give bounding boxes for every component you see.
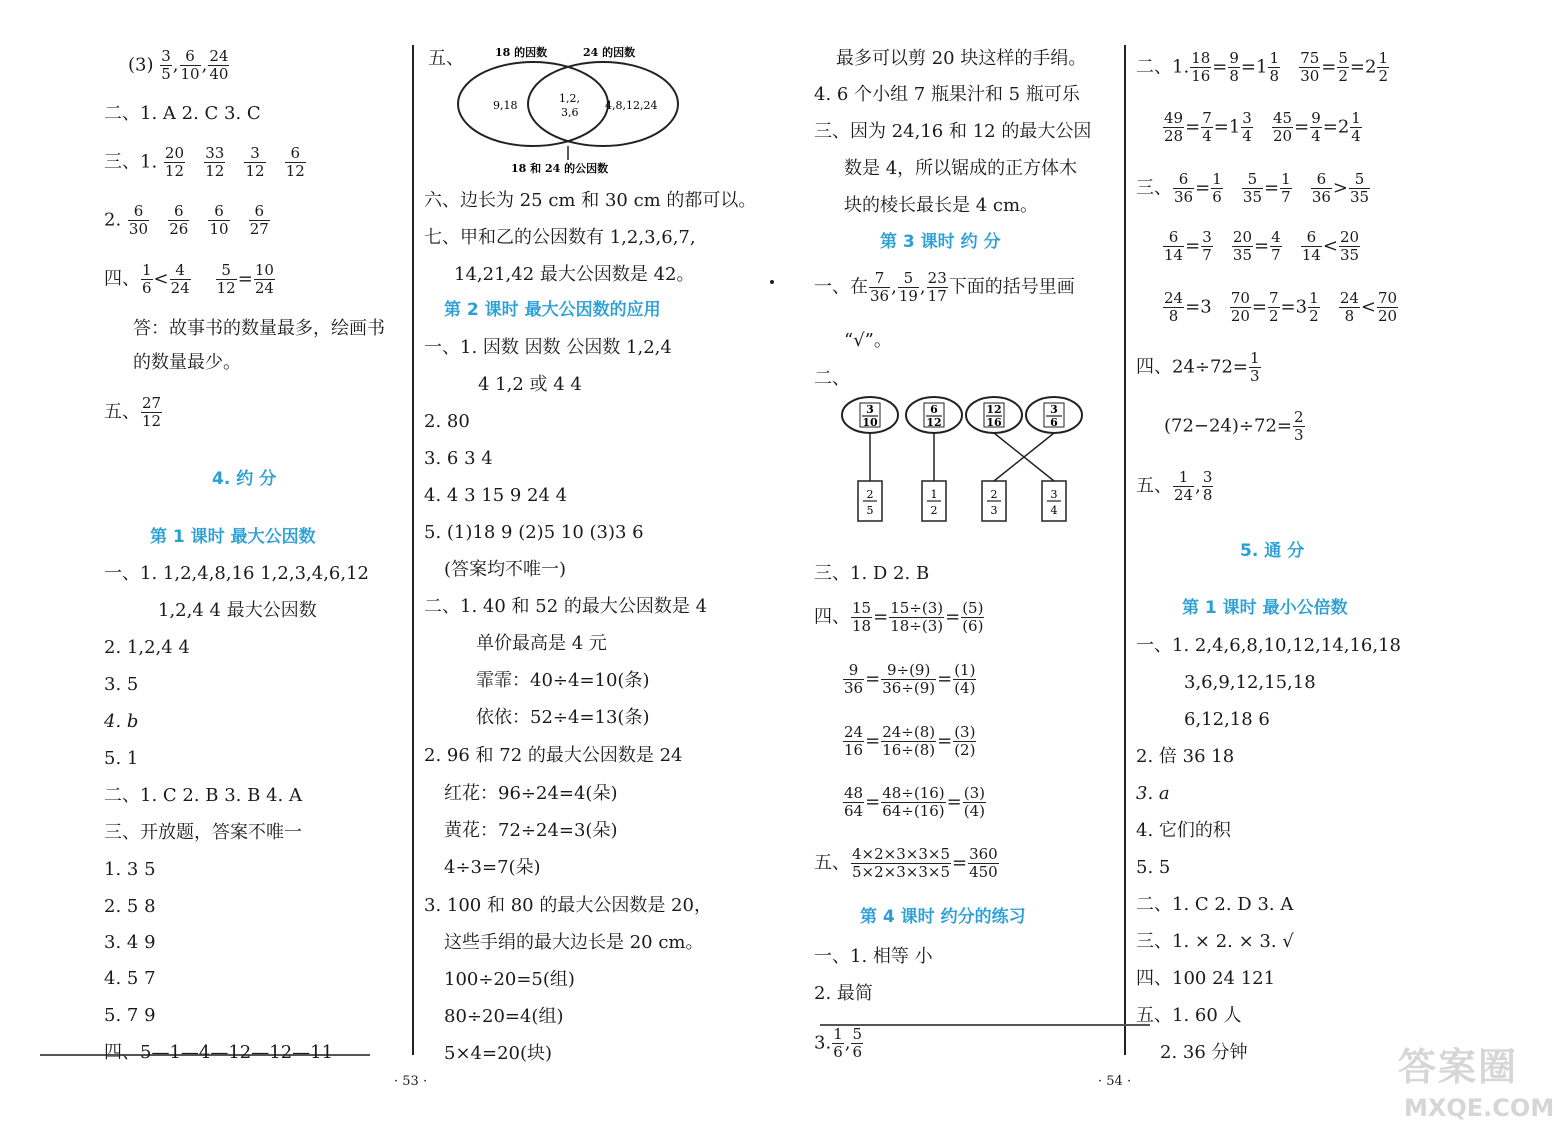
apple-4-num: 3 [1050,403,1058,416]
c2-line16: 2. 96 和 72 的最大公因数是 24 [424,745,683,766]
c1-line16: 三、开放题，答案不唯一 [104,822,302,843]
page-number-left: · 53 · [394,1074,428,1089]
c2-line22: 100÷20=5(组) [444,969,575,990]
c1-line9: 一、1. 1,2,4,8,16 1,2,3,4,6,12 [104,563,369,584]
watermark-url: MXQE.COM [1404,1094,1554,1122]
c1-line6: 答：故事书的数量最多，绘画书 [133,318,385,339]
apple-2-den: 12 [926,416,942,429]
c2-line13: 单价最高是 4 元 [476,633,607,654]
c4-row8: 五、 $\frac{1}{24}$ , $\frac{3}{8}$ [1136,468,1213,504]
c2-line1: 五、 [428,48,464,69]
c2-line11: (答案均不唯一) [444,559,567,580]
apple-1-den: 10 [862,416,878,429]
c4-line20: 2. 36 分钟 [1160,1042,1248,1063]
c3-line1: 最多可以剪 20 块这样的手绢。 [836,48,1087,69]
c3-eq1: 四、 $\frac{15}{18}$ = $\frac{15\div(3)}{18\div(3)}$ = $\frac{(5)}{(6)}$ [814,599,984,635]
venn-diagram [455,42,695,182]
c2-line4: 14,21,42 最大公因数是 42。 [454,264,695,285]
c2-line9: 4. 4 3 15 9 24 4 [424,485,568,506]
box-1 [858,481,882,521]
watermark-logo: 答案圈 [1398,1045,1519,1089]
page-number-right: · 54 · [1098,1074,1132,1089]
c3-line4: 数是 4，所以锯成的正方体木 [844,158,1078,179]
c2-line5: 一、1. 因数 因数 公因数 1,2,4 [424,337,672,358]
c3-eq2: $\frac{9}{36}$ = $\frac{9\div(9)}{36\div(9)}$ = $\frac{(1)}{(4)}$ [844,661,976,697]
c1-line19: 3. 4 9 [104,932,156,953]
apple-3-num: 12 [986,403,1002,416]
c1-line22: 四、5—1—4—12—12—11 [104,1042,334,1063]
c3-eq3: $\frac{24}{16}$ = $\frac{24\div(8)}{16\div(8)}$ = $\frac{(3)}{(2)}$ [844,723,976,759]
venn-left-label: 18 的因数 [495,46,548,59]
apple-2 [906,397,962,481]
c2-line18: 黄花：72÷24=3(朵) [444,820,618,841]
column-divider-right [1124,45,1126,1055]
box-2 [922,481,946,521]
c4-line13: 3. a [1136,783,1170,804]
apple-3-den: 16 [986,416,1002,429]
c4-row5: $\frac{24}{8}$ =3 $\frac{70}{20}$ = $\frac{7}{2}$ =3 $\frac{1}{2}$ $\frac{24}{8}$ < $\frac{70}{20}$ [1164,289,1398,325]
c2-line3: 七、甲和乙的公因数有 1,2,3,6,7, [424,227,696,248]
box-3 [982,481,1006,521]
lesson-title-reduce-practice: 第 4 课时 约分的练习 [860,907,1026,927]
c4-line9: 一、1. 2,4,6,8,10,12,14,16,18 [1136,635,1401,656]
apple-4-den: 6 [1050,416,1058,429]
c4-line15: 5. 5 [1136,857,1171,878]
c3-line3: 三、因为 24,16 和 12 的最大公因 [814,121,1092,142]
c2-line6: 4 1,2 或 4 4 [478,374,582,395]
c2-line10: 5. (1)18 9 (2)5 10 (3)3 6 [424,522,644,543]
c4-line11: 6,12,18 6 [1184,709,1270,730]
c1-line1: (3) $\frac{3}{5}$ , $\frac{6}{10}$ , $\frac{24}{40}$ [128,47,229,83]
c3-eq5: 五、 $\frac{4\times 2\times 3\times 3\times 5}{5\times 2\times 3\times 3\times 5}$ = $\frac{360}{450}$ [814,845,998,881]
venn-right-label: 24 的因数 [583,46,636,59]
c2-line7: 2. 80 [424,411,470,432]
c4-line10: 3,6,9,12,15,18 [1184,672,1316,693]
section-title-common-denominator: 5. 通 分 [1240,541,1305,561]
c1-line11: 2. 1,2,4 4 [104,637,190,658]
box-1-num: 2 [866,488,874,501]
venn-bottom-label: 18 和 24 的公因数 [511,162,609,175]
c4-row3: 三、 $\frac{6}{36}$ = $\frac{1}{6}$ $\frac{5}{35}$ = $\frac{1}{7}$ $\frac{6}{36}$ > $\frac{5}{35}$ [1136,170,1370,206]
c1-line8: 五、 $\frac{27}{12}$ [104,394,162,430]
c3-line6: 一、在 $\frac{7}{36}$ , $\frac{5}{19}$ , $\frac{23}{17}$ 下面的括号里画 [814,269,1075,305]
c1-line3: 三、1. $\frac{20}{12}$ $\frac{33}{12}$ $\frac{3}{12}$ $\frac{6}{12}$ [104,144,305,180]
c2-line14: 霏霏：40÷4=10(条) [476,670,650,691]
c1-line20: 4. 5 7 [104,968,156,989]
c4-line16: 二、1. C 2. D 3. A [1136,894,1294,915]
c2-line19: 4÷3=7(朵) [444,857,541,878]
c2-line2: 六、边长为 25 cm 和 30 cm 的都可以。 [424,190,757,211]
box-3-num: 2 [990,488,998,501]
c4-row1: 二、1. $\frac{18}{16}$ = $\frac{9}{8}$ =1 $\frac{1}{8}$ $\frac{75}{30}$ = $\frac{5}{2}$ =2 $\frac{1}{2}$ [1136,49,1389,85]
c2-line17: 红花：96÷24=4(朵) [444,783,618,804]
box-3-den: 3 [990,504,998,517]
c1-line12: 3. 5 [104,674,139,695]
c4-row2: $\frac{49}{28}$ = $\frac{7}{4}$ =1 $\frac{3}{4}$ $\frac{45}{20}$ = $\frac{9}{4}$ =2 $\frac{1}{4}$ [1164,109,1361,145]
c3-line14: 3. $\frac{1}{6}$ , $\frac{5}{6}$ [814,1025,863,1061]
c2-line24: 5×4=20(块) [444,1043,553,1064]
c3-line12: 一、1. 相等 小 [814,946,933,967]
center-fold [770,280,774,284]
box-4-den: 4 [1050,504,1058,517]
box-2-num: 1 [930,488,938,501]
venn-mid-set-1: 1,2, [559,92,580,105]
c1-line17: 1. 3 5 [104,859,156,880]
c1-line5: 四、 $\frac{1}{6}$ < $\frac{4}{24}$ $\frac{5}{12}$ = $\frac{10}{24}$ [104,261,274,297]
c2-line20: 3. 100 和 80 的最大公因数是 20， [424,895,712,916]
venn-right-set: 4,8,12,24 [605,99,658,112]
c2-line8: 3. 6 3 4 [424,448,493,469]
c4-line12: 2. 倍 36 18 [1136,746,1235,767]
section-title-reduce: 4. 约 分 [212,469,277,489]
c1-line4: 2. $\frac{6}{30}$ $\frac{6}{26}$ $\frac{6}{10}$ $\frac{6}{27}$ [104,202,269,238]
lesson-title-lcm: 第 1 课时 最小公倍数 [1182,598,1348,618]
c1-line14: 5. 1 [104,748,139,769]
box-4-num: 3 [1050,488,1058,501]
column-divider-left [412,45,414,1055]
c2-line12: 二、1. 40 和 52 的最大公因数是 4 [424,596,708,617]
c3-line7: “√”。 [844,330,892,351]
c1-line2: 二、1. A 2. C 3. C [104,103,261,124]
c3-line2: 4. 6 个小组 7 瓶果汁和 5 瓶可乐 [814,84,1080,105]
c3-line5: 块的棱长最长是 4 cm。 [844,195,1039,216]
c4-line18: 四、100 24 121 [1136,968,1276,989]
c1-line10: 1,2,4 4 最大公因数 [158,600,317,621]
c4-row6: 四、24÷72= $\frac{1}{3}$ [1136,349,1260,385]
bottom-rule-right [820,1024,1150,1026]
c1-line21: 5. 7 9 [104,1005,156,1026]
lesson-title-gcd-application: 第 2 课时 最大公因数的应用 [444,300,661,320]
c3-eq4: $\frac{48}{64}$ = $\frac{48\div(16)}{64\div(16)}$ = $\frac{(3)}{(4)}$ [844,784,985,820]
lesson-title-reduce: 第 3 课时 约 分 [880,232,1001,252]
apple-1-num: 3 [866,403,874,416]
box-4 [1042,481,1066,521]
matching-diagram [838,385,1098,530]
c4-line19: 五、1. 60 人 [1136,1005,1242,1026]
c3-line9: 三、1. D 2. B [814,563,930,584]
c1-line15: 二、1. C 2. B 3. B 4. A [104,785,302,806]
c2-line15: 依依：52÷4=13(条) [476,707,650,728]
venn-left-ellipse [458,62,608,146]
apple-1 [842,397,898,481]
c2-line23: 80÷20=4(组) [444,1006,564,1027]
lesson-title-gcd: 第 1 课时 最大公因数 [150,527,316,547]
c4-row7: (72−24)÷72= $\frac{2}{3}$ [1164,408,1304,444]
venn-left-set: 9,18 [493,99,518,112]
box-2-den: 2 [930,504,938,517]
c1-line13: 4. b [104,711,139,732]
venn-mid-set-2: 3,6 [561,106,579,119]
c1-line18: 2. 5 8 [104,896,156,917]
apple-2-num: 6 [930,403,938,416]
c1-line7: 的数量最少。 [133,352,241,373]
c3-line8: 二、 [814,368,850,389]
box-1-den: 5 [866,504,874,517]
c2-line21: 这些手绢的最大边长是 20 cm。 [444,932,704,953]
c3-line13: 2. 最简 [814,983,873,1004]
c4-row4: $\frac{6}{14}$ = $\frac{3}{7}$ $\frac{20}{35}$ = $\frac{4}{7}$ $\frac{6}{14}$ < $\frac{20}{35}$ [1164,228,1360,264]
c4-line17: 三、1. × 2. × 3. √ [1136,931,1294,952]
c4-line14: 4. 它们的积 [1136,820,1231,841]
